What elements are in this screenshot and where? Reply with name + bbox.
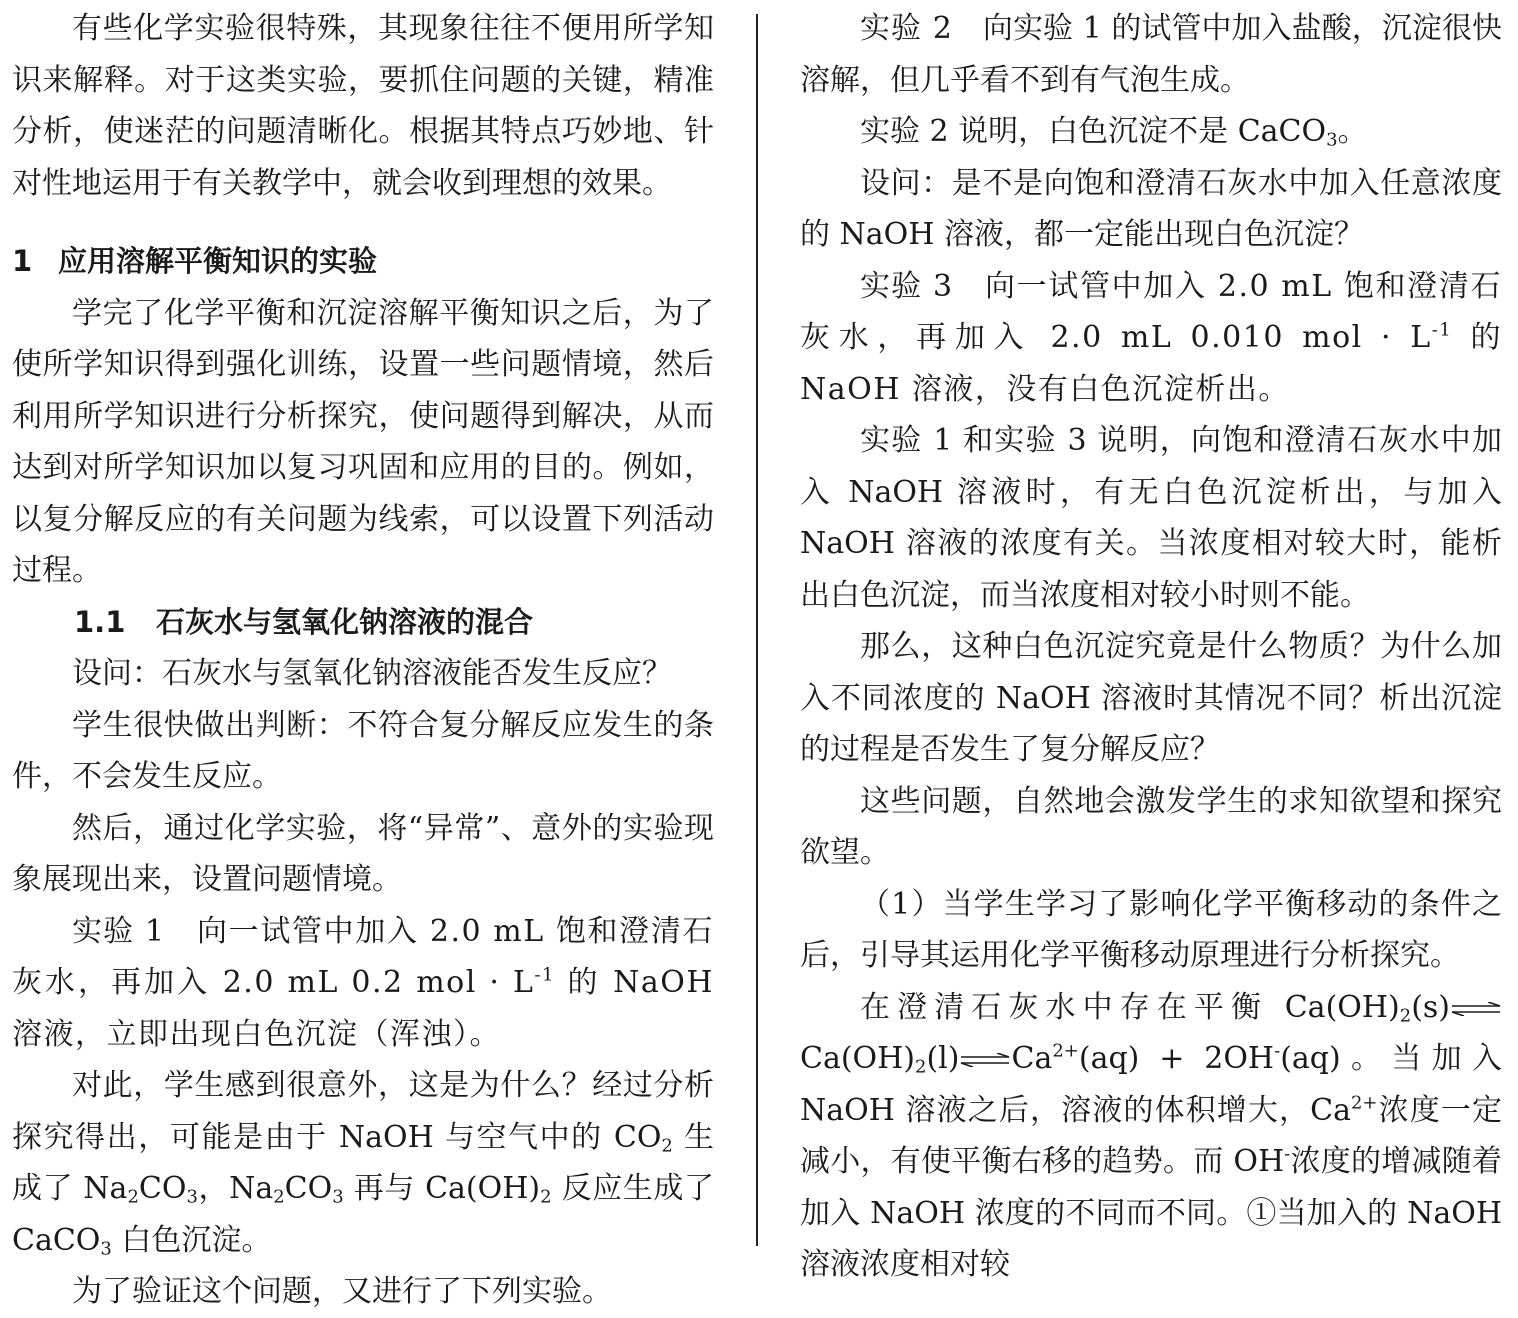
equilibrium-arrow-icon bbox=[1450, 1002, 1502, 1016]
paragraph-4: 对此，学生感到很意外，这是为什么？经过分析探究得出，可能是由于 NaOH 与空气中的 $CO_2$ 生成了 $Na_2CO_3$，$Na_2CO_3$ 再与 $Ca(OH)_2$ 反应生成了 CaCO$_3$ 白色沉淀。 bbox=[12, 1068, 715, 1259]
paragraph-1: 学完了化学平衡和沉淀溶解平衡知识之后，为了使所学知识得到强化训练，设置一些问题情境，然后利用所学知识进行分析探究，使问题得到解决，从而达到对所学知识加以复习巩固和应用的目的。例如，以复分解反应的有关问题为线索，可以设置下列活动过程。 bbox=[12, 295, 714, 588]
section-title: 应用溶解平衡知识的实验 bbox=[58, 244, 378, 278]
paragraph-5: 为了验证这个问题，又进行了下列实验。 bbox=[72, 1274, 612, 1309]
subsection-title: 石灰水与氢氧化钠溶液的混合 bbox=[156, 604, 534, 639]
paragraph-3: 然后，通过化学实验，将“异常”、意外的实验现象展现出来，设置问题情境。 bbox=[12, 810, 714, 897]
section-number: 1 bbox=[12, 244, 33, 278]
experiment-3: 实验 3 向一试管中加入 2.0 mL 饱和澄清石灰水，再加入 2.0 mL 0.010 mol · $L^{-1}$ 的 NaOH 溶液，没有白色沉淀析出。 bbox=[800, 268, 1503, 407]
experiment-2-label: 实验 2 bbox=[860, 11, 953, 46]
experiment-1: 实验 1 向一试管中加入 2.0 mL 饱和澄清石灰水，再加入 2.0 mL 0.2 mol · $L^{-1}$ 的 NaOH 溶液，立即出现白色沉淀（浑浊）。 bbox=[12, 913, 715, 1052]
right-paragraph-2: 实验 1 和实验 3 说明，向饱和澄清石灰水中加入 NaOH 溶液时，有无白色沉淀析出，与加入 NaOH 溶液的浓度有关。当浓度相对较大时，能析出白色沉淀，而当浓度相对较小时则不能。 bbox=[800, 423, 1502, 613]
left-column bbox=[12, 0, 715, 1309]
question-2: 设问：是不是向饱和澄清石灰水中加入任意浓度的 NaOH 溶液，都一定能出现白色沉淀？ bbox=[800, 165, 1502, 252]
experiment-2: 实验 2 向实验 1 的试管中加入盐酸，沉淀很快溶解，但几乎看不到有气泡生成。 bbox=[800, 11, 1502, 98]
experiment-3-label: 实验 3 bbox=[860, 268, 954, 304]
subsection-heading bbox=[12, 597, 714, 649]
column-divider bbox=[756, 14, 758, 1246]
equilibrium-arrow-icon bbox=[959, 1053, 1011, 1067]
paragraph-2: 学生很快做出判断：不符合复分解反应发生的条件，不会发生反应。 bbox=[12, 707, 714, 794]
right-paragraph-5: （1）当学生学习了影响化学平衡移动的条件之后，引导其运用化学平衡移动原理进行分析探究。 bbox=[800, 886, 1502, 973]
subsection-number: 1.1 bbox=[74, 604, 126, 639]
right-paragraph-3: 那么，这种白色沉淀究竟是什么物质？为什么加入不同浓度的 NaOH 溶液时其情况不同？析出沉淀的过程是否发生了复分解反应？ bbox=[800, 629, 1502, 767]
right-paragraph-4: 这些问题，自然地会激发学生的求知欲望和探究欲望。 bbox=[800, 783, 1502, 870]
right-paragraph-1: 实验 2 说明，白色沉淀不是 CaCO$_3$。 bbox=[860, 114, 1368, 151]
experiment-1-label: 实验 1 bbox=[72, 913, 166, 949]
equilibrium-paragraph: 在澄清石灰水中存在平衡 $Ca(OH)_2(s)$ $Ca(OH)_2(l)$ $Ca^{2+}(aq) + 2OH^-(aq)$。当加入 NaOH 溶液之后，溶液的体积增大，$Ca^{2+}$浓度一定减小，有使平衡右移的趋势。而 OH-浓度的增减随着加入 NaOH 浓度的不同而不同。①当加入的 NaOH 溶液浓度相对较 bbox=[800, 989, 1503, 1282]
right-column bbox=[800, 0, 1503, 1282]
question-1: 设问：石灰水与氢氧化钠溶液能否发生反应？ bbox=[72, 656, 672, 691]
section-heading bbox=[12, 236, 714, 288]
intro-paragraph: 有些化学实验很特殊，其现象往往不便用所学知识来解释。对于这类实验，要抓住问题的关键，精准分析，使迷茫的问题清晰化。根据其特点巧妙地、针对性地运用于有关教学中，就会收到理想的效果。 bbox=[12, 11, 714, 201]
